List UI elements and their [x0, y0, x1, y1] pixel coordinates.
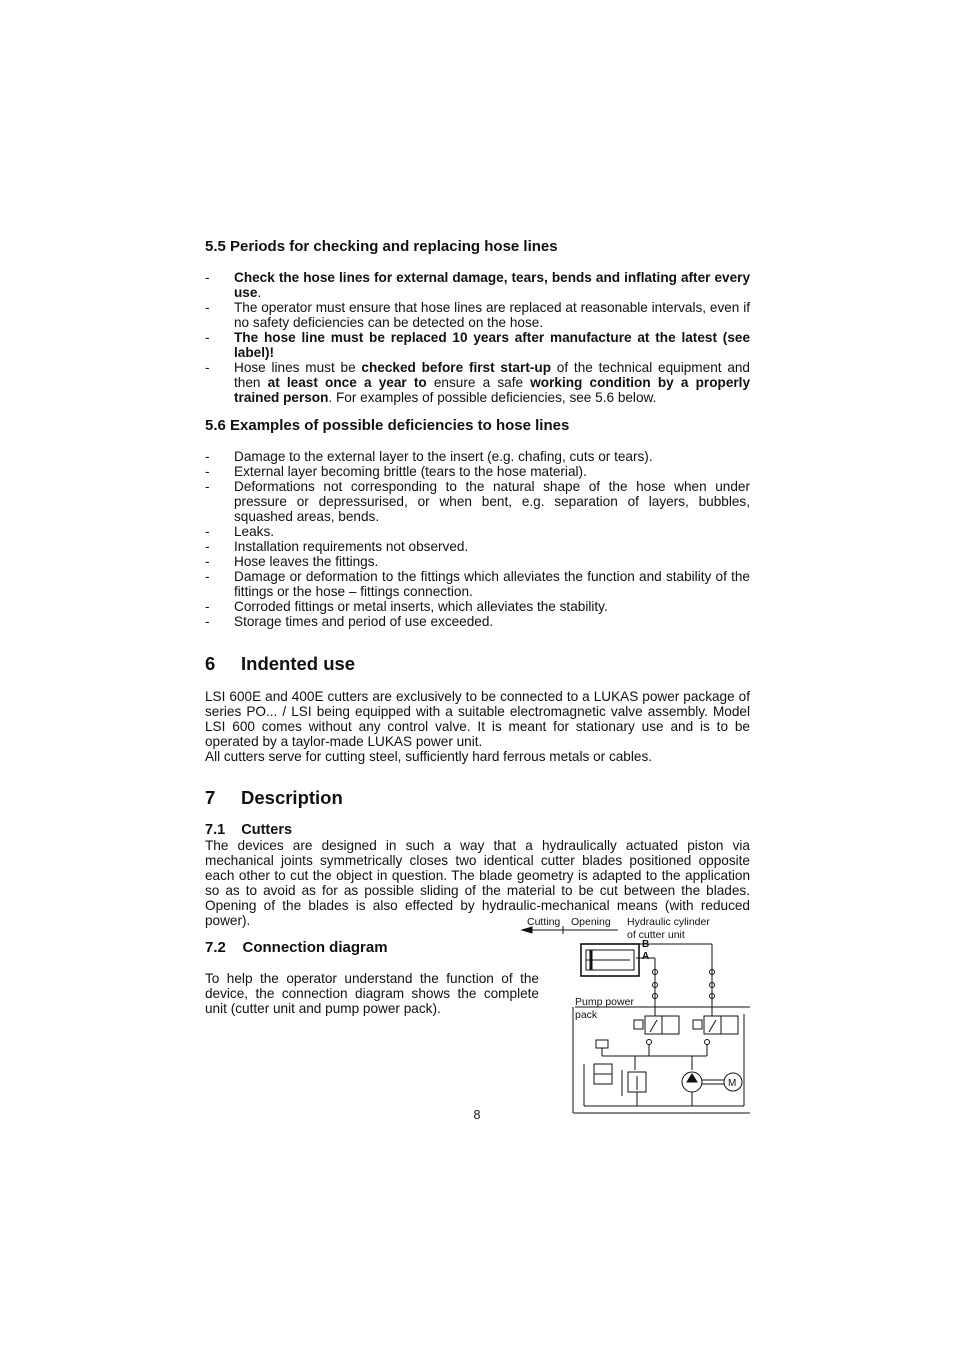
section-7-heading — [205, 787, 750, 809]
valve-1-arrow — [650, 1020, 657, 1032]
list-item: - Leaks. — [205, 524, 750, 539]
section-6-heading — [205, 653, 750, 675]
section-5-5-title: 5.5 Periods for checking and replacing hose lines — [205, 238, 558, 255]
section-7-1-title: 7.1 Cutters — [205, 822, 293, 838]
section-7-2-text: To help the operator understand the function of the device, the connection diagram shows the complete unit (cutter unit and pump power pack). — [205, 971, 539, 1016]
section-7 — [205, 787, 750, 809]
cylinder-label-line-1: Hydraulic cylinder — [627, 916, 710, 928]
list-item: - Hose lines must be checked before first start-up of the technical equipment and then at least once a year to ensure a safe working condition by a properly trained person. For examples of possible deficiencies, see 5.6 below. — [205, 360, 750, 405]
section-7-number: 7 — [205, 787, 216, 808]
section-7-2-body — [205, 971, 539, 1016]
cylinder-label-line-2: of cutter unit — [627, 929, 685, 941]
list-item: - Damage to the external layer to the insert (e.g. chafing, cuts or tears). — [205, 449, 750, 464]
section-6-title: Indented use — [241, 653, 356, 674]
port-b-label: B — [642, 939, 650, 950]
pump-pack-label-line-1: Pump power — [575, 996, 634, 1008]
port-a-label: A — [642, 951, 650, 962]
section-5-6-list-wrap — [205, 449, 750, 629]
page-number: 8 — [473, 1108, 481, 1122]
section-6-paragraph-1: LSI 600E and 400E cutters are exclusively to be connected to a LUKAS power package of series PO... / LSI being equipped with a suitable electromagnetic valve assembly. Model LSI 600 comes without any control valve. It is meant for stationary use and is to be operated by a taylor-made LUKAS power unit. — [205, 689, 750, 749]
list-item: - Corroded fittings or metal inserts, which alleviates the stability. — [205, 599, 750, 614]
motor-label: M — [728, 1078, 737, 1089]
section-6-paragraph-2: All cutters serve for cutting steel, sufficiently hard ferrous metals or cables. — [205, 749, 653, 764]
pump-pack-label-line-2: pack — [575, 1009, 598, 1021]
section-6 — [205, 653, 750, 675]
connection-diagram — [516, 912, 756, 1117]
section-5-5-list — [205, 270, 750, 405]
section-5-6-list — [205, 449, 750, 629]
list-item: - Installation requirements not observed. — [205, 539, 750, 554]
section-7-2 — [205, 939, 545, 957]
list-item: - Storage times and period of use exceeded. — [205, 614, 750, 629]
valve-2-port — [705, 1040, 710, 1045]
opening-label: Opening — [571, 916, 611, 928]
cutting-label: Cutting — [527, 916, 561, 928]
list-item: - Check the hose lines for external damage, tears, bends and inflating after every use. — [205, 270, 750, 300]
section-6-body — [205, 689, 750, 764]
valve-1-solenoid-icon — [634, 1020, 643, 1029]
valve-1-port — [647, 1040, 652, 1045]
list-item: - Deformations not corresponding to the natural shape of the hose when under pressure or depressurised, or when bent, e.g. separation of layers, bubbles, squashed areas, bends. — [205, 479, 750, 524]
section-5-5-list-wrap — [205, 270, 750, 405]
section-5-6-title: 5.6 Examples of possible deficiencies to hose lines — [205, 417, 570, 434]
gauge-icon — [596, 1040, 608, 1048]
list-item: - Damage or deformation to the fittings which alleviates the function and stability of the fittings or the hose – fittings connection. — [205, 569, 750, 599]
list-item: - The operator must ensure that hose lines are replaced at reasonable intervals, even if no safety deficiencies can be detected on the hose. — [205, 300, 750, 330]
section-7-title: Description — [241, 787, 343, 808]
section-7-2-title: 7.2 Connection diagram — [205, 939, 388, 956]
section-5-5 — [205, 238, 750, 256]
valve-2-solenoid-icon — [693, 1020, 702, 1029]
section-6-number: 6 — [205, 653, 216, 674]
pump-arrow-icon — [687, 1074, 697, 1082]
list-item: - External layer becoming brittle (tears to the hose material). — [205, 464, 750, 479]
section-5-6 — [205, 417, 750, 435]
section-7-1-text: The devices are designed in such a way that a hydraulically actuated piston via mechanical joints symmetrically closes two identical cutter blades positioned opposite each other to cut the object in question. The blade geometry is adapted to the application so as to avoid as for as possible sliding of the material to be cut between the blades. Opening of the blades is also effected by hydraulic-mechanical means (with reduced power). — [205, 838, 750, 928]
list-item: - The hose line must be replaced 10 years after manufacture at the latest (see label)! — [205, 330, 750, 360]
valve-2-arrow — [709, 1020, 716, 1032]
list-item: - Hose leaves the fittings. — [205, 554, 750, 569]
